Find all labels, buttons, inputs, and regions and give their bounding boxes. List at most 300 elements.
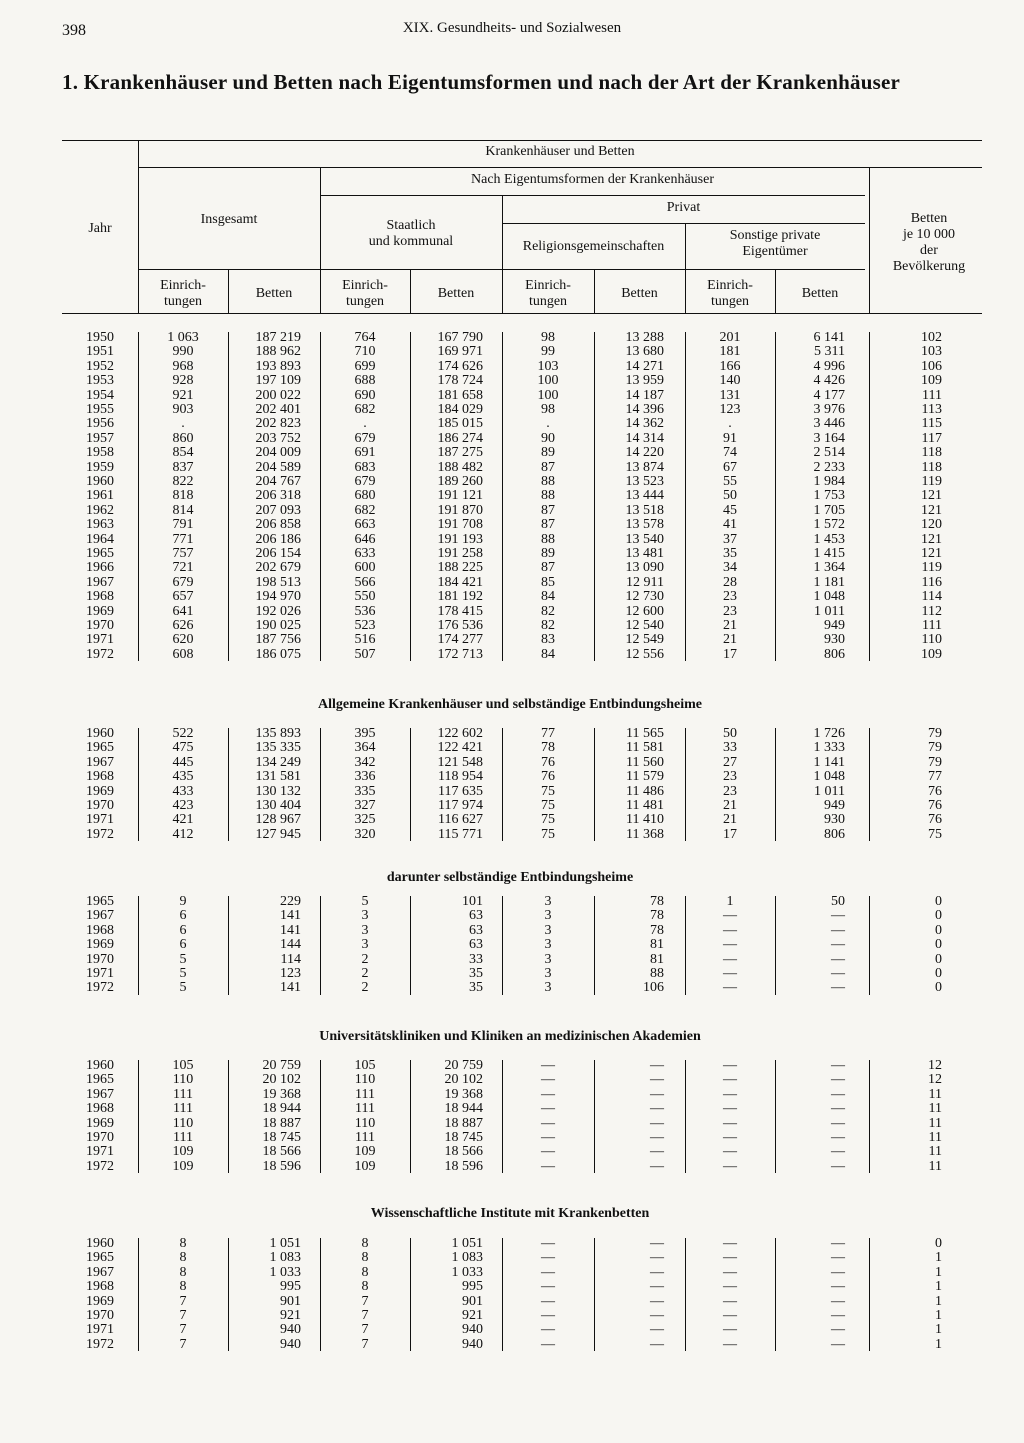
cell-staatlich-betten: 901: [462, 1293, 483, 1309]
cell-jahr: 1965: [86, 546, 114, 561]
cell-insgesamt-einrichtungen: 423: [172, 798, 194, 813]
cell-sonstige-einrichtungen: 55: [723, 474, 737, 489]
cell-sonstige-betten: —: [831, 1058, 845, 1073]
cell-betten-je-10000: 75: [928, 826, 942, 842]
cell-sonstige-einrichtungen: —: [723, 1293, 737, 1309]
cell-religion-einrichtungen: —: [541, 1115, 555, 1131]
cell-betten-je-10000: 109: [921, 373, 942, 389]
header-privat: Privat: [666, 200, 701, 215]
cell-jahr: 1969: [86, 603, 114, 619]
cell-insgesamt-einrichtungen: 814: [172, 502, 194, 518]
cell-betten-je-10000: 1: [935, 1264, 942, 1280]
cell-religion-betten: 11 481: [626, 798, 664, 813]
cell-religion-betten: 13 578: [625, 517, 664, 533]
header-per10000-line2: je 10 000: [902, 227, 956, 242]
cell-religion-betten: 14 220: [625, 445, 664, 461]
cell-sonstige-einrichtungen: 131: [719, 387, 741, 403]
cell-staatlich-einrichtungen: 8: [361, 1264, 369, 1280]
cell-religion-betten: —: [650, 1308, 664, 1323]
cell-betten-je-10000: 1: [935, 1293, 942, 1309]
cell-insgesamt-einrichtungen: 110: [172, 1072, 194, 1088]
cell-religion-einrichtungen: —: [541, 1158, 555, 1174]
cell-sonstige-einrichtungen: .: [728, 416, 732, 432]
cell-insgesamt-betten: 193 893: [255, 358, 301, 374]
cell-insgesamt-einrichtungen: 6: [179, 922, 187, 938]
cell-religion-einrichtungen: 76: [541, 769, 555, 785]
cell-staatlich-betten: 188 225: [437, 560, 483, 576]
cell-religion-betten: —: [650, 1250, 664, 1266]
cell-sonstige-betten: 1 048: [813, 589, 845, 605]
cell-staatlich-einrichtungen: 336: [354, 769, 376, 785]
cell-religion-betten: —: [650, 1264, 664, 1280]
cell-insgesamt-betten: 141: [280, 922, 301, 938]
cell-religion-betten: 106: [643, 980, 664, 996]
cell-staatlich-betten: 191 258: [437, 546, 483, 561]
header-einrichtungen-religion: [502, 278, 594, 310]
cell-sonstige-betten: 3 164: [813, 430, 845, 446]
cell-staatlich-einrichtungen: 2: [361, 966, 369, 981]
cell-staatlich-einrichtungen: 3: [361, 937, 369, 953]
cell-religion-einrichtungen: 87: [541, 502, 555, 518]
cell-insgesamt-betten: 940: [280, 1322, 301, 1338]
cell-jahr: 1968: [86, 769, 114, 785]
cell-insgesamt-einrichtungen: 8: [179, 1264, 187, 1280]
cell-sonstige-betten: —: [831, 1130, 845, 1145]
cell-betten-je-10000: 0: [935, 908, 942, 924]
cell-staatlich-betten: 122 602: [437, 726, 483, 741]
cell-insgesamt-betten: 134 249: [255, 754, 301, 770]
cell-staatlich-betten: 172 713: [437, 646, 483, 662]
cell-sonstige-betten: 1 333: [813, 740, 845, 756]
cell-insgesamt-betten: 1 083: [269, 1250, 301, 1266]
running-header: XIX. Gesundheits- und Sozialwesen: [402, 20, 622, 36]
cell-betten-je-10000: 1: [935, 1322, 942, 1338]
cell-jahr: 1972: [86, 826, 114, 842]
cell-jahr: 1968: [86, 589, 114, 605]
cell-religion-betten: 13 518: [625, 502, 664, 518]
cell-insgesamt-einrichtungen: 608: [172, 646, 194, 662]
cell-sonstige-betten: 50: [831, 894, 845, 909]
header-einrichtungen-line1: Einrich-: [160, 278, 206, 293]
header-staatlich-line2: und kommunal: [368, 234, 454, 249]
cell-betten-je-10000: 0: [935, 980, 942, 996]
section-title: darunter selbständige Entbindungsheime: [386, 870, 634, 885]
cell-insgesamt-betten: 204 767: [255, 474, 301, 489]
cell-jahr: 1955: [86, 402, 114, 417]
cell-sonstige-betten: —: [831, 1336, 845, 1352]
cell-religion-einrichtungen: —: [541, 1144, 555, 1160]
cell-sonstige-einrichtungen: 21: [723, 798, 737, 813]
cell-jahr: 1970: [86, 798, 114, 813]
cell-religion-betten: 81: [650, 951, 664, 967]
cell-betten-je-10000: 111: [922, 387, 942, 403]
cell-sonstige-betten: 1 984: [813, 474, 845, 489]
cell-sonstige-betten: —: [831, 1158, 845, 1174]
cell-insgesamt-betten: 188 962: [255, 344, 301, 360]
cell-insgesamt-einrichtungen: 7: [179, 1322, 187, 1338]
cell-jahr: 1956: [86, 416, 114, 432]
cell-sonstige-betten: 5 311: [814, 344, 845, 360]
cell-insgesamt-einrichtungen: 903: [172, 402, 194, 417]
cell-staatlich-betten: 189 260: [437, 474, 483, 489]
cell-religion-einrichtungen: 3: [544, 951, 552, 967]
cell-staatlich-einrichtungen: 110: [354, 1115, 376, 1131]
cell-betten-je-10000: 102: [921, 330, 942, 345]
cell-staatlich-betten: 191 193: [437, 531, 483, 547]
cell-religion-betten: —: [650, 1158, 664, 1174]
header-betten-staatlich: Betten: [437, 286, 475, 301]
cell-sonstige-einrichtungen: —: [723, 1058, 737, 1073]
cell-betten-je-10000: 111: [922, 618, 942, 633]
cell-insgesamt-betten: 187 756: [255, 632, 301, 648]
cell-insgesamt-betten: 135 335: [255, 740, 301, 756]
cell-sonstige-betten: —: [831, 951, 845, 967]
cell-sonstige-betten: —: [831, 1264, 845, 1280]
cell-insgesamt-betten: 207 093: [255, 502, 301, 518]
cell-jahr: 1961: [86, 488, 114, 504]
header-religion: Religionsgemeinschaften: [522, 239, 665, 254]
cell-staatlich-einrichtungen: 663: [354, 517, 376, 533]
cell-staatlich-einrichtungen: 550: [354, 589, 376, 605]
cell-insgesamt-einrichtungen: 105: [172, 1058, 194, 1073]
cell-staatlich-betten: 18 745: [444, 1130, 483, 1145]
cell-staatlich-betten: 174 626: [437, 358, 483, 374]
cell-sonstige-betten: —: [831, 1236, 845, 1251]
cell-sonstige-einrichtungen: —: [723, 1158, 737, 1174]
section-title: Universitätskliniken und Kliniken an medizinischen Akademien: [319, 1029, 701, 1044]
cell-staatlich-einrichtungen: 516: [354, 632, 376, 648]
cell-insgesamt-betten: 192 026: [255, 603, 301, 619]
cell-insgesamt-einrichtungen: 822: [172, 474, 194, 489]
cell-religion-einrichtungen: 75: [541, 798, 555, 813]
cell-sonstige-einrichtungen: 21: [723, 618, 737, 633]
cell-sonstige-einrichtungen: 74: [723, 445, 737, 461]
cell-insgesamt-betten: 18 596: [262, 1158, 301, 1174]
cell-religion-betten: —: [650, 1101, 664, 1117]
cell-staatlich-einrichtungen: 7: [361, 1308, 369, 1323]
cell-jahr: 1972: [86, 980, 114, 996]
cell-staatlich-betten: 174 277: [437, 632, 483, 648]
cell-sonstige-einrichtungen: —: [723, 1086, 737, 1102]
cell-religion-betten: —: [650, 1279, 664, 1295]
cell-staatlich-betten: 940: [462, 1336, 483, 1352]
cell-insgesamt-betten: 144: [280, 937, 301, 953]
cell-staatlich-einrichtungen: 690: [354, 387, 376, 403]
cell-religion-einrichtungen: .: [546, 416, 550, 432]
cell-sonstige-einrichtungen: 17: [723, 646, 737, 662]
cell-jahr: 1952: [86, 358, 114, 374]
cell-betten-je-10000: 112: [921, 603, 942, 619]
cell-staatlich-betten: 995: [462, 1279, 483, 1295]
cell-betten-je-10000: 76: [928, 783, 942, 799]
header-sonstige-line2: Eigentümer: [742, 244, 808, 259]
cell-religion-einrichtungen: —: [541, 1322, 555, 1338]
cell-insgesamt-betten: 202 401: [255, 402, 301, 417]
cell-insgesamt-einrichtungen: 791: [172, 517, 194, 533]
cell-religion-betten: 13 481: [625, 546, 664, 561]
cell-sonstige-einrichtungen: —: [723, 1072, 737, 1088]
cell-sonstige-betten: 3 976: [813, 402, 845, 417]
cell-sonstige-betten: 1 181: [813, 574, 845, 590]
cell-staatlich-einrichtungen: 111: [355, 1101, 375, 1117]
cell-sonstige-betten: —: [831, 1293, 845, 1309]
header-einrichtungen-line1: Einrich-: [707, 278, 753, 293]
cell-betten-je-10000: 1: [935, 1308, 942, 1323]
cell-staatlich-betten: 176 536: [437, 618, 483, 633]
cell-insgesamt-einrichtungen: 860: [172, 430, 194, 446]
cell-staatlich-betten: 191 870: [437, 502, 483, 518]
cell-religion-einrichtungen: 78: [541, 740, 555, 756]
header-einrichtungen-line2: tungen: [710, 294, 750, 309]
header-jahr: Jahr: [88, 221, 112, 236]
header-eigentum: Nach Eigentumsformen der Krankenhäuser: [471, 172, 714, 187]
cell-religion-einrichtungen: 82: [541, 618, 555, 633]
cell-staatlich-einrichtungen: 679: [354, 430, 376, 446]
cell-insgesamt-einrichtungen: .: [181, 416, 185, 432]
cell-insgesamt-einrichtungen: 109: [172, 1144, 194, 1160]
cell-religion-betten: 11 579: [626, 769, 664, 785]
cell-jahr: 1967: [86, 754, 114, 770]
cell-betten-je-10000: 121: [921, 546, 942, 561]
cell-religion-einrichtungen: 99: [541, 344, 555, 360]
cell-insgesamt-betten: 204 009: [255, 445, 301, 461]
header-betten-religion: Betten: [621, 286, 658, 301]
cell-religion-einrichtungen: 87: [541, 517, 555, 533]
cell-sonstige-betten: 2 514: [813, 445, 845, 461]
cell-betten-je-10000: 106: [921, 358, 942, 374]
cell-religion-betten: 11 565: [626, 726, 664, 741]
cell-insgesamt-einrichtungen: 111: [173, 1086, 193, 1102]
cell-sonstige-betten: —: [831, 1072, 845, 1088]
cell-staatlich-einrichtungen: 320: [354, 826, 376, 842]
cell-insgesamt-einrichtungen: 854: [172, 445, 194, 461]
cell-religion-einrichtungen: 3: [544, 908, 552, 924]
cell-staatlich-einrichtungen: 679: [354, 474, 376, 489]
table-title: 1. Krankenhäuser und Betten nach Eigentumsformen und nach der Art der Krankenhäuser: [62, 70, 901, 94]
cell-jahr: 1964: [86, 531, 114, 547]
cell-betten-je-10000: 121: [921, 531, 942, 547]
cell-staatlich-einrichtungen: 5: [361, 894, 369, 909]
cell-sonstige-einrichtungen: 37: [723, 531, 737, 547]
cell-sonstige-einrichtungen: 50: [723, 488, 737, 504]
cell-staatlich-einrichtungen: 507: [354, 646, 376, 662]
cell-sonstige-einrichtungen: 181: [719, 344, 741, 360]
cell-religion-betten: 13 523: [625, 474, 664, 489]
cell-sonstige-einrichtungen: —: [723, 1279, 737, 1295]
cell-betten-je-10000: 76: [928, 798, 942, 813]
cell-betten-je-10000: 103: [921, 344, 942, 360]
cell-religion-einrichtungen: —: [541, 1072, 555, 1088]
header-per10000-line3: der: [920, 243, 938, 258]
cell-sonstige-betten: —: [831, 922, 845, 938]
cell-sonstige-einrichtungen: 27: [723, 754, 737, 770]
cell-jahr: 1967: [86, 908, 114, 924]
cell-jahr: 1971: [86, 632, 114, 648]
cell-religion-betten: 13 540: [625, 531, 664, 547]
cell-insgesamt-einrichtungen: 818: [172, 488, 194, 504]
cell-sonstige-einrichtungen: 34: [723, 560, 737, 576]
cell-religion-einrichtungen: 88: [541, 474, 555, 489]
cell-sonstige-einrichtungen: 17: [723, 826, 737, 842]
cell-staatlich-betten: 33: [469, 951, 483, 967]
cell-sonstige-betten: 3 446: [813, 416, 845, 432]
cell-staatlich-betten: 19 368: [444, 1086, 483, 1102]
header-einrichtungen-line2: tungen: [163, 294, 203, 309]
cell-religion-betten: 12 730: [625, 589, 664, 605]
cell-insgesamt-einrichtungen: 620: [172, 632, 194, 648]
cell-religion-betten: —: [650, 1072, 664, 1088]
cell-religion-betten: 14 271: [625, 358, 664, 374]
cell-sonstige-betten: —: [831, 937, 845, 953]
cell-jahr: 1966: [86, 560, 114, 576]
cell-sonstige-einrichtungen: —: [723, 937, 737, 953]
cell-sonstige-betten: 1 048: [813, 769, 845, 785]
cell-religion-betten: 11 410: [626, 812, 664, 828]
cell-religion-einrichtungen: —: [541, 1264, 555, 1280]
cell-religion-betten: 13 444: [625, 488, 664, 504]
cell-jahr: 1965: [86, 894, 114, 909]
cell-religion-betten: 13 959: [625, 373, 664, 389]
cell-staatlich-einrichtungen: 8: [361, 1250, 369, 1266]
cell-insgesamt-einrichtungen: 626: [172, 618, 194, 633]
cell-religion-einrichtungen: 90: [541, 430, 555, 446]
cell-betten-je-10000: 11: [928, 1158, 942, 1174]
cell-jahr: 1951: [86, 344, 114, 360]
cell-insgesamt-betten: 1 051: [269, 1236, 301, 1251]
cell-insgesamt-betten: 204 589: [255, 459, 301, 475]
cell-sonstige-einrichtungen: 140: [719, 373, 741, 389]
cell-sonstige-betten: 1 364: [813, 560, 845, 576]
cell-jahr: 1965: [86, 1072, 114, 1088]
header-betten-sonstige: Betten: [801, 286, 839, 301]
cell-insgesamt-einrichtungen: 721: [172, 560, 194, 576]
cell-religion-einrichtungen: 85: [541, 574, 555, 590]
cell-religion-betten: 13 288: [625, 330, 664, 345]
cell-religion-einrichtungen: 75: [541, 783, 555, 799]
cell-religion-einrichtungen: —: [541, 1250, 555, 1266]
cell-staatlich-betten: 35: [469, 966, 483, 981]
header-sonstige: [685, 228, 865, 260]
cell-sonstige-betten: —: [831, 1250, 845, 1266]
cell-religion-betten: 13 090: [625, 560, 664, 576]
cell-insgesamt-betten: 194 970: [255, 589, 301, 605]
cell-jahr: 1960: [86, 1236, 114, 1251]
cell-staatlich-betten: 1 083: [451, 1250, 483, 1266]
cell-staatlich-einrichtungen: 699: [354, 358, 376, 374]
cell-sonstige-betten: 949: [824, 618, 845, 633]
cell-insgesamt-betten: 940: [280, 1336, 301, 1352]
cell-staatlich-betten: 63: [469, 922, 483, 938]
cell-staatlich-einrichtungen: 600: [354, 560, 376, 576]
cell-religion-betten: —: [650, 1115, 664, 1131]
cell-sonstige-einrichtungen: 35: [723, 546, 737, 561]
cell-betten-je-10000: 115: [921, 416, 942, 432]
cell-sonstige-betten: 806: [824, 826, 845, 842]
cell-religion-betten: —: [650, 1236, 664, 1251]
cell-staatlich-einrichtungen: 2: [361, 980, 369, 996]
cell-religion-einrichtungen: —: [541, 1308, 555, 1323]
cell-betten-je-10000: 1: [935, 1336, 942, 1352]
cell-religion-betten: —: [650, 1144, 664, 1160]
cell-insgesamt-betten: 921: [280, 1308, 301, 1323]
cell-insgesamt-betten: 198 513: [255, 574, 301, 590]
cell-staatlich-betten: 187 275: [437, 445, 483, 461]
cell-betten-je-10000: 110: [921, 632, 942, 648]
cell-religion-einrichtungen: —: [541, 1058, 555, 1073]
cell-sonstige-betten: —: [831, 1144, 845, 1160]
cell-sonstige-betten: 949: [824, 798, 845, 813]
cell-insgesamt-einrichtungen: 657: [172, 589, 194, 605]
cell-sonstige-einrichtungen: 23: [723, 603, 737, 619]
cell-betten-je-10000: 11: [928, 1115, 942, 1131]
cell-religion-betten: 11 486: [626, 783, 664, 799]
cell-betten-je-10000: 1: [935, 1250, 942, 1266]
header-top-rule: [62, 140, 982, 141]
cell-religion-einrichtungen: —: [541, 1101, 555, 1117]
cell-staatlich-einrichtungen: 633: [354, 546, 376, 561]
cell-sonstige-einrichtungen: —: [723, 922, 737, 938]
cell-staatlich-einrichtungen: 110: [354, 1072, 376, 1088]
cell-jahr: 1969: [86, 783, 114, 799]
cell-insgesamt-betten: 901: [280, 1293, 301, 1309]
cell-religion-betten: 14 314: [625, 430, 664, 446]
cell-betten-je-10000: 121: [921, 488, 942, 504]
cell-insgesamt-einrichtungen: 7: [179, 1293, 187, 1309]
cell-betten-je-10000: 120: [921, 517, 942, 533]
cell-jahr: 1970: [86, 951, 114, 967]
cell-sonstige-betten: 1 705: [813, 502, 845, 518]
cell-staatlich-betten: 191 708: [437, 517, 483, 533]
header-rule-top-group: [138, 167, 982, 168]
cell-staatlich-einrichtungen: .: [363, 416, 367, 432]
cell-jahr: 1970: [86, 618, 114, 633]
cell-insgesamt-betten: 229: [280, 894, 301, 909]
cell-insgesamt-betten: 141: [280, 908, 301, 924]
cell-sonstige-einrichtungen: —: [723, 1336, 737, 1352]
cell-staatlich-einrichtungen: 3: [361, 922, 369, 938]
cell-religion-einrichtungen: —: [541, 1236, 555, 1251]
cell-sonstige-betten: 930: [824, 812, 845, 828]
cell-insgesamt-betten: 206 858: [255, 517, 301, 533]
header-per10000-line4: Bevölkerung: [892, 259, 966, 274]
cell-staatlich-einrichtungen: 342: [354, 754, 376, 770]
cell-insgesamt-betten: 197 109: [255, 373, 301, 389]
cell-staatlich-einrichtungen: 7: [361, 1293, 369, 1309]
cell-religion-einrichtungen: 103: [537, 358, 559, 374]
header-einrichtungen-line2: tungen: [528, 294, 568, 309]
cell-religion-betten: 88: [650, 966, 664, 981]
cell-religion-einrichtungen: 76: [541, 754, 555, 770]
cell-religion-einrichtungen: 84: [541, 646, 555, 662]
cell-betten-je-10000: 121: [921, 502, 942, 518]
cell-sonstige-einrichtungen: 23: [723, 783, 737, 799]
cell-insgesamt-einrichtungen: 8: [179, 1250, 187, 1266]
cell-staatlich-betten: 169 971: [437, 344, 483, 360]
header-sonstige-line1: Sonstige private: [729, 228, 821, 243]
cell-jahr: 1971: [86, 966, 114, 981]
cell-religion-betten: 13 874: [625, 459, 664, 475]
cell-insgesamt-einrichtungen: 928: [172, 373, 194, 389]
cell-sonstige-einrichtungen: —: [723, 1308, 737, 1323]
cell-staatlich-betten: 115 771: [438, 826, 483, 842]
cell-insgesamt-betten: 202 679: [255, 560, 301, 576]
cell-betten-je-10000: 0: [935, 951, 942, 967]
cell-jahr: 1967: [86, 574, 114, 590]
cell-insgesamt-betten: 130 404: [255, 798, 301, 813]
cell-sonstige-betten: 1 572: [813, 517, 845, 533]
cell-sonstige-einrichtungen: —: [723, 908, 737, 924]
cell-insgesamt-einrichtungen: 111: [173, 1101, 193, 1117]
